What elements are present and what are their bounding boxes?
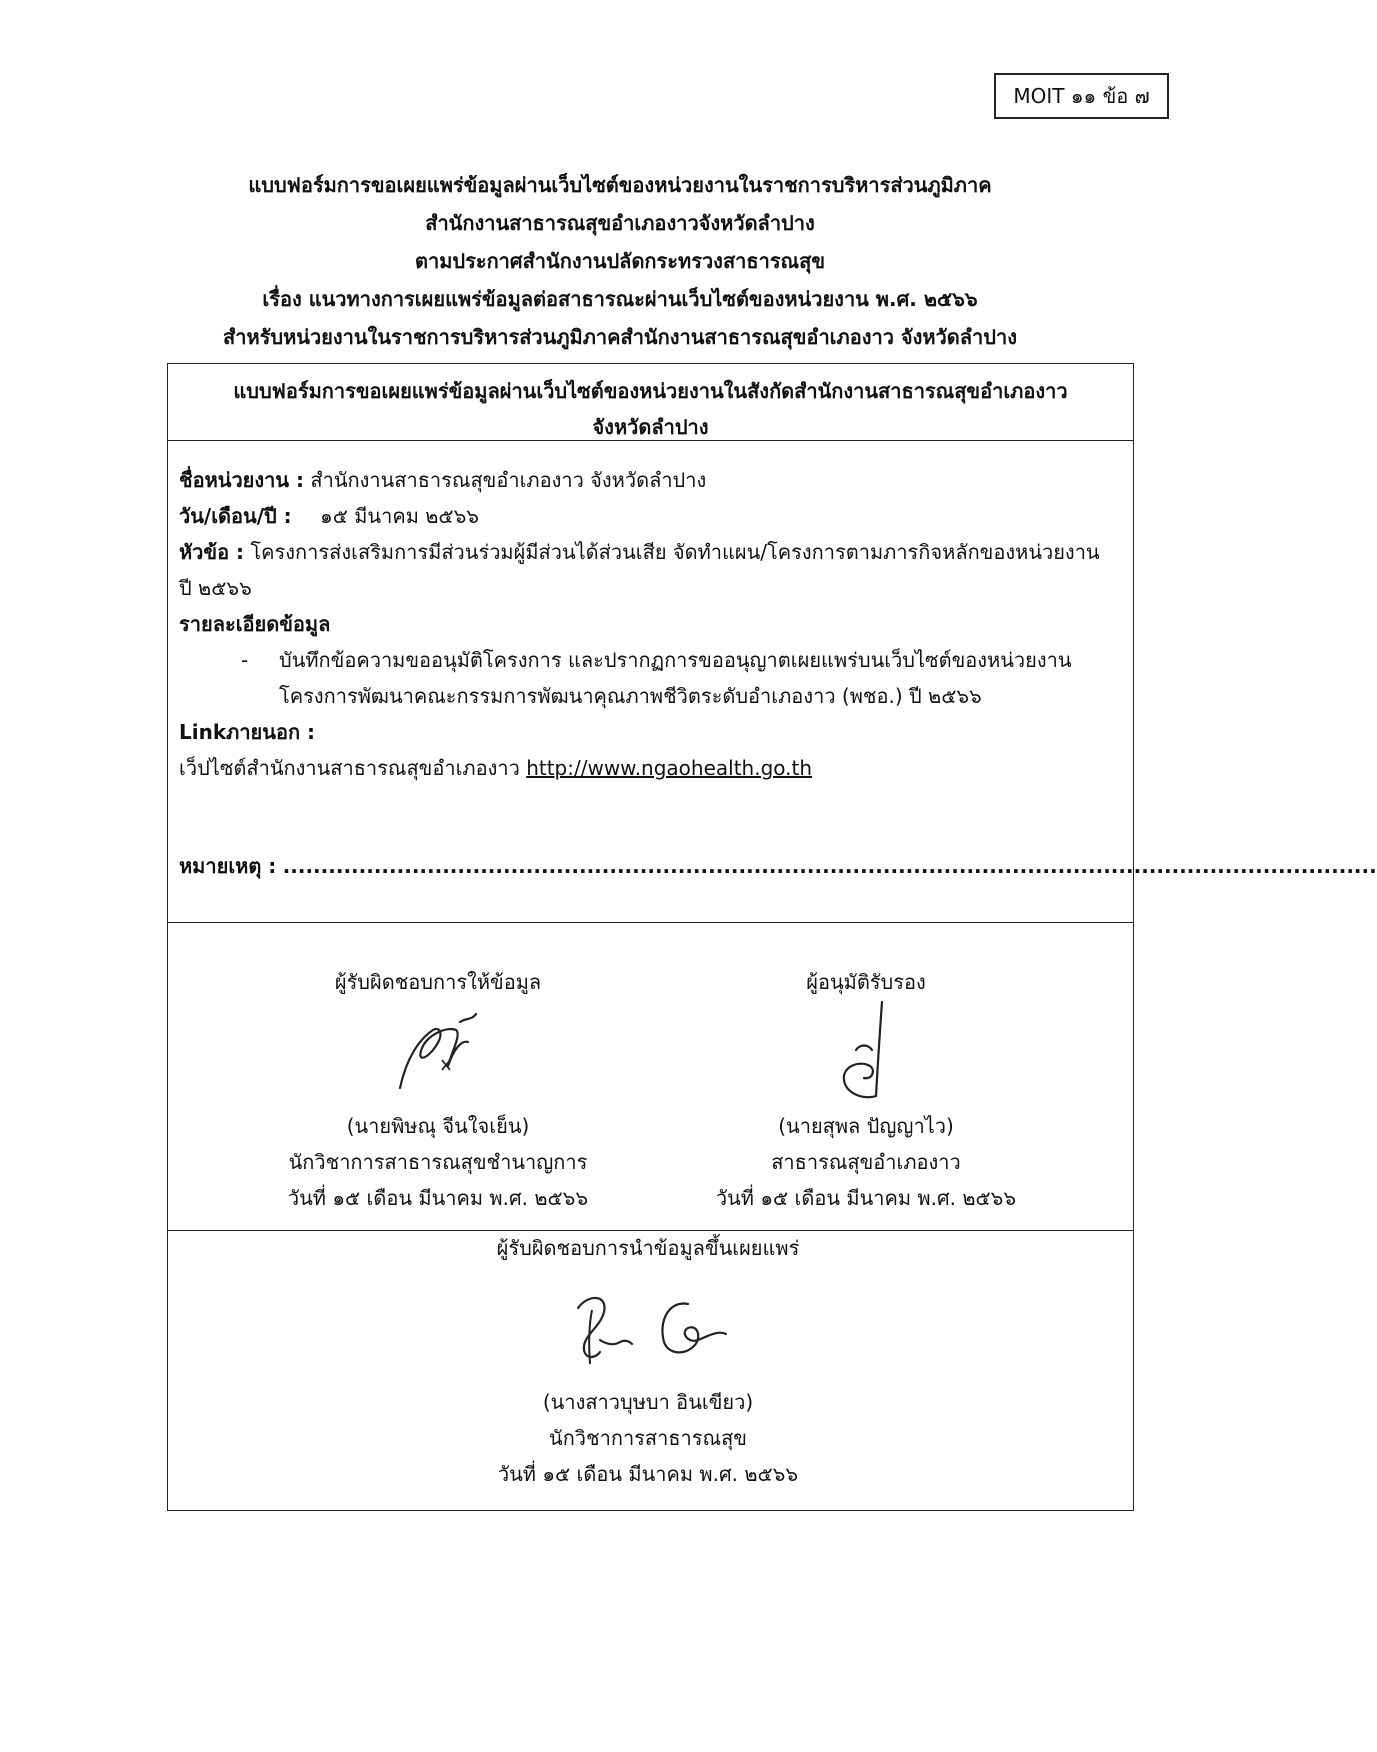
website-link[interactable]: http://www.ngaohealth.go.th	[526, 756, 813, 780]
remark-value: ................................................................................................................................................	[282, 854, 1377, 878]
topic-value: โครงการส่งเสริมการมีส่วนร่วมผู้มีส่วนได้ส่วนเสีย จัดทำแผน/โครงการตามภารกิจหลักของหน่วยงาน	[250, 540, 1100, 564]
provider-date: วันที่ ๑๕ เดือน มีนาคม พ.ศ. ๒๕๖๖	[287, 1186, 589, 1210]
publisher-date: วันที่ ๑๕ เดือน มีนาคม พ.ศ. ๒๕๖๖	[497, 1462, 799, 1486]
provider-name: (นายพิษณุ จีนใจเย็น)	[346, 1114, 530, 1138]
agency-value: สำนักงานสาธารณสุขอำเภองาว จังหวัดลำปาง	[310, 468, 707, 492]
topic-label: หัวข้อ :	[179, 540, 245, 564]
publisher-signature-block	[408, 1230, 888, 1492]
link-text: เว็ปไซต์สำนักงานสาธารณสุขอำเภองาว	[179, 756, 520, 780]
approver-date: วันที่ ๑๕ เดือน มีนาคม พ.ศ. ๒๕๖๖	[715, 1186, 1017, 1210]
topic-continuation: ปี ๒๕๖๖	[179, 576, 252, 600]
document-code-tag: MOIT ๑๑ ข้อ ๗	[994, 73, 1169, 119]
agency-label: ชื่อหน่วยงาน :	[179, 468, 305, 492]
approver-signature-icon	[626, 1000, 1106, 1108]
approver-position: สาธารณสุขอำเภองาว	[771, 1150, 961, 1174]
form-title-line-1: แบบฟอร์มการขอเผยแพร่ข้อมูลผ่านเว็บไซต์ของหน่วยงานในสังกัดสำนักงานสาธารณสุขอำเภองาว	[233, 379, 1068, 403]
agency-row	[179, 462, 1119, 498]
heading-line-5: สำหรับหน่วยงานในราชการบริหารส่วนภูมิภาคสำนักงานสาธารณสุขอำเภองาว จังหวัดลำปาง	[223, 325, 1017, 349]
approver-signature-block	[626, 964, 1106, 1216]
remark-row	[179, 848, 1377, 884]
publisher-name: (นางสาวบุษบา อินเขียว)	[542, 1390, 754, 1414]
provider-signature-block	[198, 964, 678, 1216]
heading-line-3: ตามประกาศสำนักงานปลัดกระทรวงสาธารณสุข	[414, 249, 825, 273]
approver-name: (นายสุพล ปัญญาไว)	[778, 1114, 954, 1138]
document-heading	[180, 166, 1060, 356]
form-title-line-2: จังหวัดลำปาง	[592, 415, 709, 439]
publisher-signature-icon	[408, 1266, 888, 1384]
form-body	[179, 462, 1377, 884]
approver-role: ผู้อนุมัติรับรอง	[806, 970, 926, 994]
form-title	[168, 373, 1133, 445]
topic-row	[179, 534, 1119, 570]
provider-position: นักวิชาการสาธารณสุขชำนาญการ	[288, 1150, 588, 1174]
form-box	[167, 363, 1377, 1511]
remark-label: หมายเหตุ :	[179, 854, 277, 878]
divider	[168, 922, 1133, 923]
link-row	[179, 750, 1119, 786]
details-item	[179, 642, 1119, 678]
publisher-position: นักวิชาการสาธารณสุข	[549, 1426, 747, 1450]
details-line-2: โครงการพัฒนาคณะกรรมการพัฒนาคุณภาพชีวิตระดับอำเภองาว (พชอ.) ปี ๒๕๖๖	[279, 684, 982, 708]
provider-signature-icon	[198, 1000, 678, 1108]
date-value: ๑๕ มีนาคม ๒๕๖๖	[320, 504, 479, 528]
link-label: Linkภายนอก :	[179, 720, 316, 744]
divider	[168, 440, 1133, 441]
date-label: วัน/เดือน/ปี :	[179, 504, 292, 528]
heading-line-2: สำนักงานสาธารณสุขอำเภองาวจังหวัดลำปาง	[425, 211, 815, 235]
publisher-role: ผู้รับผิดชอบการนำข้อมูลขึ้นเผยแพร่	[496, 1236, 800, 1260]
date-row	[179, 498, 1119, 534]
heading-line-1: แบบฟอร์มการขอเผยแพร่ข้อมูลผ่านเว็บไซต์ของหน่วยงานในราชการบริหารส่วนภูมิภาค	[248, 173, 992, 197]
heading-line-4: เรื่อง แนวทางการเผยแพร่ข้อมูลต่อสาธารณะผ่านเว็บไซต์ของหน่วยงาน พ.ศ. ๒๕๖๖	[262, 287, 978, 311]
details-label: รายละเอียดข้อมูล	[179, 612, 331, 636]
details-line-1: บันทึกข้อความขออนุมัติโครงการ และปรากฏการขออนุญาตเผยแพร่บนเว็บไซต์ของหน่วยงาน	[279, 648, 1072, 672]
provider-role: ผู้รับผิดชอบการให้ข้อมูล	[334, 970, 542, 994]
details-bullet: -	[241, 648, 249, 672]
